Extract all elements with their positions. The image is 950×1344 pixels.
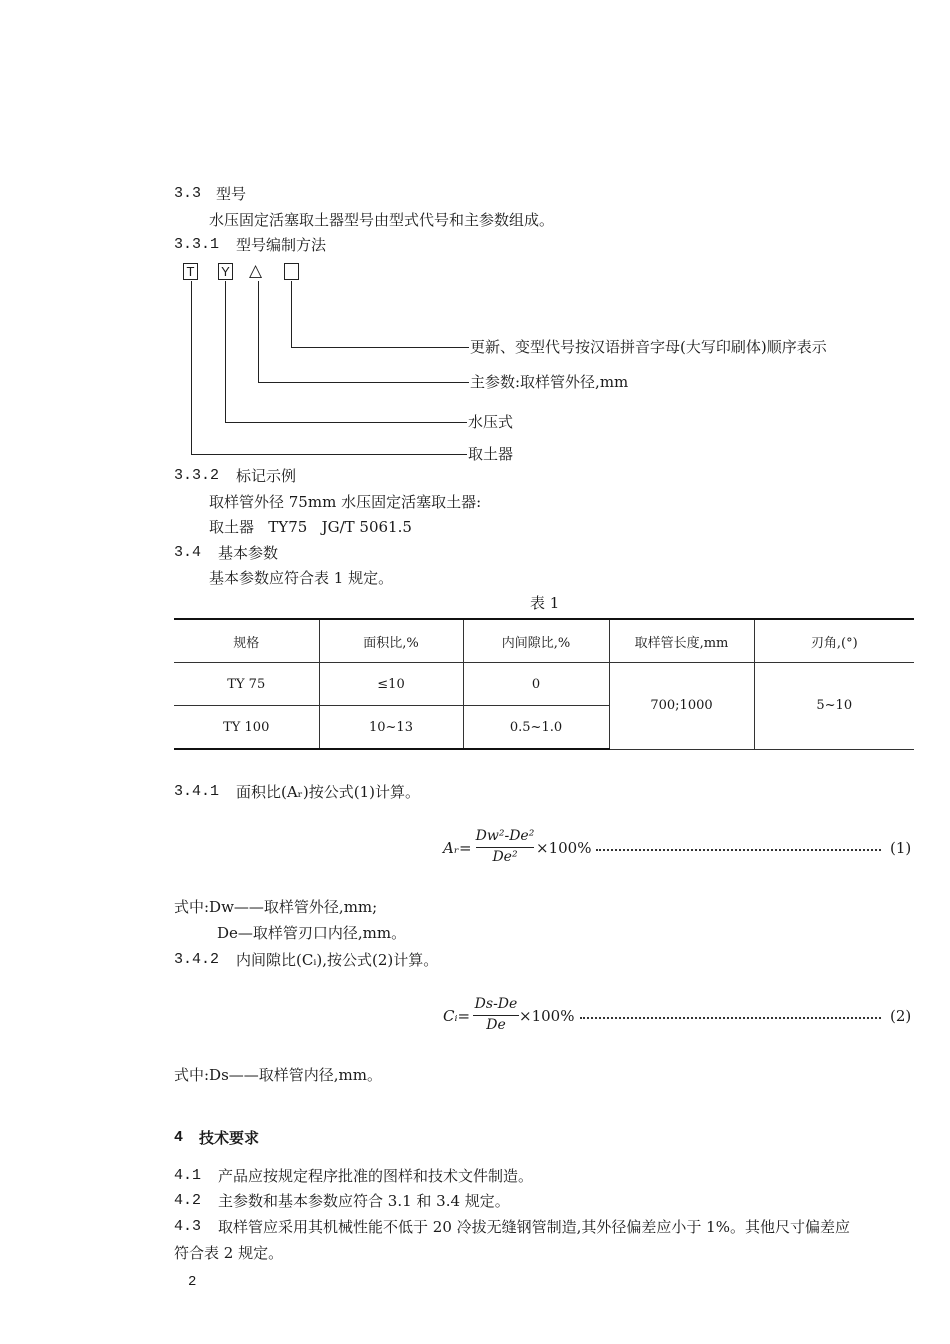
section-4-2-text: 主参数和基本参数应符合 3.1 和 3.4 规定。 [218, 1192, 510, 1210]
formula-1-where-dw: 式中:Dw——取样管外径,mm; [174, 898, 378, 916]
formula-1-number: (1) [890, 839, 912, 857]
section-4-1-text: 产品应按规定程序批准的图样和技术文件制造。 [218, 1167, 534, 1185]
table-cell: TY 100 [174, 706, 319, 750]
table-header-cell: 刃角,(°) [754, 619, 914, 663]
section-4-2-number: 4.2 [174, 1192, 202, 1209]
formula-2-number: (2) [890, 1007, 912, 1025]
table-cell: ≤10 [319, 663, 463, 706]
section-4-3-number: 4.3 [174, 1218, 202, 1235]
table-cell-length: 700;1000 [609, 663, 754, 750]
section-3-4-title: 基本参数 [218, 544, 279, 562]
section-3-4-body: 基本参数应符合表 1 规定。 [209, 569, 394, 587]
formula-2-leader-dots [580, 1017, 881, 1019]
leader-horizontal-2 [225, 422, 467, 423]
leader-horizontal-3 [258, 382, 469, 383]
section-4-title: 技术要求 [199, 1129, 260, 1147]
formula-1-leader-dots [596, 849, 881, 851]
section-3-3-1-number: 3.3.1 [174, 236, 220, 253]
section-4-1-number: 4.1 [174, 1167, 202, 1184]
formula-2-fraction-bar [473, 1015, 519, 1016]
section-3-3-number: 3.3 [174, 185, 202, 202]
leader-horizontal-1 [191, 454, 467, 455]
leader-vertical-4 [291, 281, 292, 347]
table-cell: 10~13 [319, 706, 463, 750]
section-3-4-number: 3.4 [174, 544, 202, 561]
table-cell-angle: 5~10 [754, 663, 914, 750]
table-caption: 表 1 [530, 594, 560, 612]
formula-1-where-de: De—取样管刃口内径,mm。 [217, 924, 407, 942]
leader-vertical-1 [191, 281, 192, 454]
table-cell: 0 [463, 663, 609, 706]
section-4-number: 4 [174, 1129, 184, 1146]
table-cell: 0.5~1.0 [463, 706, 609, 750]
formula-1-lhs: Aᵣ= [443, 839, 472, 857]
section-3-3-2-title: 标记示例 [236, 467, 297, 485]
table-header-cell: 规格 [174, 619, 319, 663]
formula-2-denominator: De [486, 1017, 506, 1033]
formula-1-denominator: De² [492, 849, 518, 865]
section-3-3-1-title: 型号编制方法 [236, 236, 327, 254]
section-3-3-2-number: 3.3.2 [174, 467, 220, 484]
formula-1-numerator: Dw²-De² [475, 828, 535, 844]
diagram-label-update-code: 更新、变型代号按汉语拼音字母(大写印刷体)顺序表示 [470, 338, 827, 356]
section-3-3-title: 型号 [216, 185, 247, 203]
leader-vertical-3 [258, 281, 259, 382]
section-4-3-text-cont: 符合表 2 规定。 [174, 1244, 284, 1262]
diagram-label-main-parameter: 主参数:取样管外径,mm [470, 373, 629, 391]
parameter-table [174, 618, 914, 750]
table-header-row [174, 619, 914, 663]
section-3-4-1-number: 3.4.1 [174, 783, 220, 800]
section-3-4-2-number: 3.4.2 [174, 951, 220, 968]
formula-2-where-ds: 式中:Ds——取样管内径,mm。 [174, 1066, 382, 1084]
code-box-t: T [183, 263, 198, 280]
formula-1-fraction-bar [476, 847, 534, 848]
formula-2-factor: ×100% [519, 1007, 575, 1025]
section-3-4-2-text: 内间隙比(Cᵢ),按公式(2)计算。 [236, 951, 439, 969]
section-3-4-1-text: 面积比(Aᵣ)按公式(1)计算。 [236, 783, 420, 801]
table-cell: TY 75 [174, 663, 319, 706]
code-triangle: △ [249, 261, 263, 281]
page-number: 2 [188, 1274, 197, 1290]
code-box-y: Y [218, 263, 233, 280]
table-row [174, 663, 914, 706]
section-4-3-text: 取样管应采用其机械性能不低于 20 冷拔无缝钢管制造,其外径偏差应小于 1%。其他尺寸偏差应 [218, 1218, 850, 1236]
section-3-3-body: 水压固定活塞取土器型号由型式代号和主参数组成。 [209, 211, 555, 229]
code-box-empty [284, 263, 299, 280]
diagram-label-hydraulic: 水压式 [468, 413, 514, 431]
formula-2-numerator: Ds-De [474, 996, 518, 1012]
diagram-label-sampler: 取土器 [468, 445, 514, 463]
table-header-cell: 内间隙比,% [463, 619, 609, 663]
formula-1-factor: ×100% [536, 839, 592, 857]
leader-horizontal-4 [291, 347, 469, 348]
table-header-cell: 面积比,% [319, 619, 463, 663]
marking-example-line-2: 取土器 TY75 JG/T 5061.5 [209, 518, 412, 536]
table-header-cell: 取样管长度,mm [609, 619, 754, 663]
marking-example-line-1: 取样管外径 75mm 水压固定活塞取土器: [209, 493, 482, 511]
formula-2-lhs: Cᵢ= [443, 1007, 471, 1025]
leader-vertical-2 [225, 281, 226, 422]
